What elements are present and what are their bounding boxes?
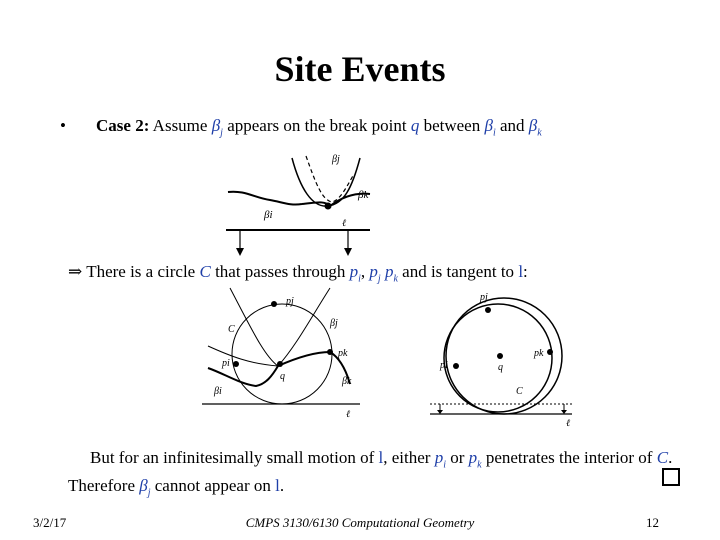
label-C: C [228, 324, 235, 335]
circle-figure-right [422, 286, 592, 432]
parabola-beta-j [292, 158, 360, 206]
site-pj [485, 307, 491, 313]
arrow-head-right [344, 248, 352, 256]
beta-i: $\beta_i$ [484, 116, 496, 139]
text: between [419, 116, 485, 135]
site-pi [233, 361, 239, 367]
site-pi [453, 363, 459, 369]
label-ell: ℓ [566, 418, 571, 429]
text: penetrates the interior of [481, 448, 657, 467]
text: Assume [149, 116, 212, 135]
parabola-dashed [306, 156, 354, 202]
label-q: q [280, 371, 285, 382]
beach-arc-beta-i [208, 366, 278, 386]
beta-j: $\beta_j$ [139, 476, 151, 499]
text: . [279, 476, 285, 496]
text: : [523, 262, 528, 281]
label-beta-k: βk [358, 189, 369, 201]
text: . Therefore [68, 448, 673, 496]
q-symbol: q [410, 116, 420, 135]
footer-page-number: 12 [646, 515, 659, 530]
case-2-statement [60, 116, 542, 138]
p-i: $p_i$ [349, 262, 361, 285]
site-pk [327, 349, 333, 355]
label-beta-j: βj [330, 318, 338, 329]
label-C: C [516, 386, 523, 397]
beach-line-left [228, 192, 302, 205]
line-l: l [378, 448, 384, 467]
footer-course: CMPS 3130/6130 Computational Geometry [245, 515, 475, 530]
line-l: l [518, 262, 524, 281]
p-i: $p_i$ [434, 448, 446, 471]
label-pj: pj [286, 296, 294, 307]
text: and [495, 116, 529, 135]
case-label: Case 2: [96, 116, 150, 135]
site-pj [271, 301, 277, 307]
page-title: Site Events [274, 49, 446, 89]
circle-C: C [199, 262, 211, 281]
label-pi: pi [440, 360, 448, 371]
p-k: $p_k$ [468, 448, 482, 471]
qed-box [662, 468, 680, 486]
text: appears on the break point [222, 116, 411, 135]
footer-date: 3/2/17 [33, 515, 67, 530]
label-ell: ℓ [342, 218, 347, 229]
label-pj: pj [480, 292, 488, 303]
parabola-beta-i [208, 346, 278, 366]
label-pk: pk [338, 348, 348, 359]
text: or [445, 448, 469, 467]
center-q [497, 353, 503, 359]
site-pk [547, 349, 553, 355]
circle-C-moved [446, 298, 562, 414]
label-beta-k: βk [342, 376, 352, 387]
conclusion-statement [68, 262, 528, 284]
arrow-head [561, 410, 567, 414]
arrow-head [437, 410, 443, 414]
p-j: $p_j$ [369, 262, 381, 285]
beta-k: $\beta_k$ [528, 116, 542, 139]
label-pk: pk [534, 348, 544, 359]
label-pi: pi [222, 358, 230, 369]
label-beta-i: βi [264, 209, 273, 221]
line-l: l [275, 476, 280, 496]
bullet: • [60, 116, 66, 135]
circle-figure-left [200, 286, 380, 418]
text: cannot appear on [150, 476, 276, 496]
text: There is a circle [82, 262, 200, 281]
breakpoint-figure [220, 148, 380, 260]
text: and is tangent to [397, 262, 519, 281]
text: , [360, 262, 370, 281]
text: But for an infinitesimally small motion of [90, 448, 379, 467]
label-q: q [498, 362, 503, 373]
label-beta-j: βj [332, 154, 340, 165]
text: , either [383, 448, 435, 467]
final-paragraph [68, 447, 678, 504]
break-point-q [325, 203, 332, 210]
text: that passes through [210, 262, 350, 281]
circle-C: C [656, 448, 669, 467]
p-k: $p_k$ [384, 262, 398, 285]
arrow-head-left [236, 248, 244, 256]
beta-j: $\beta_j$ [211, 116, 223, 139]
label-ell: ℓ [346, 409, 351, 418]
implies-arrow: ⇒ [68, 262, 83, 281]
point-q [277, 361, 283, 367]
label-beta-i: βi [214, 386, 222, 397]
